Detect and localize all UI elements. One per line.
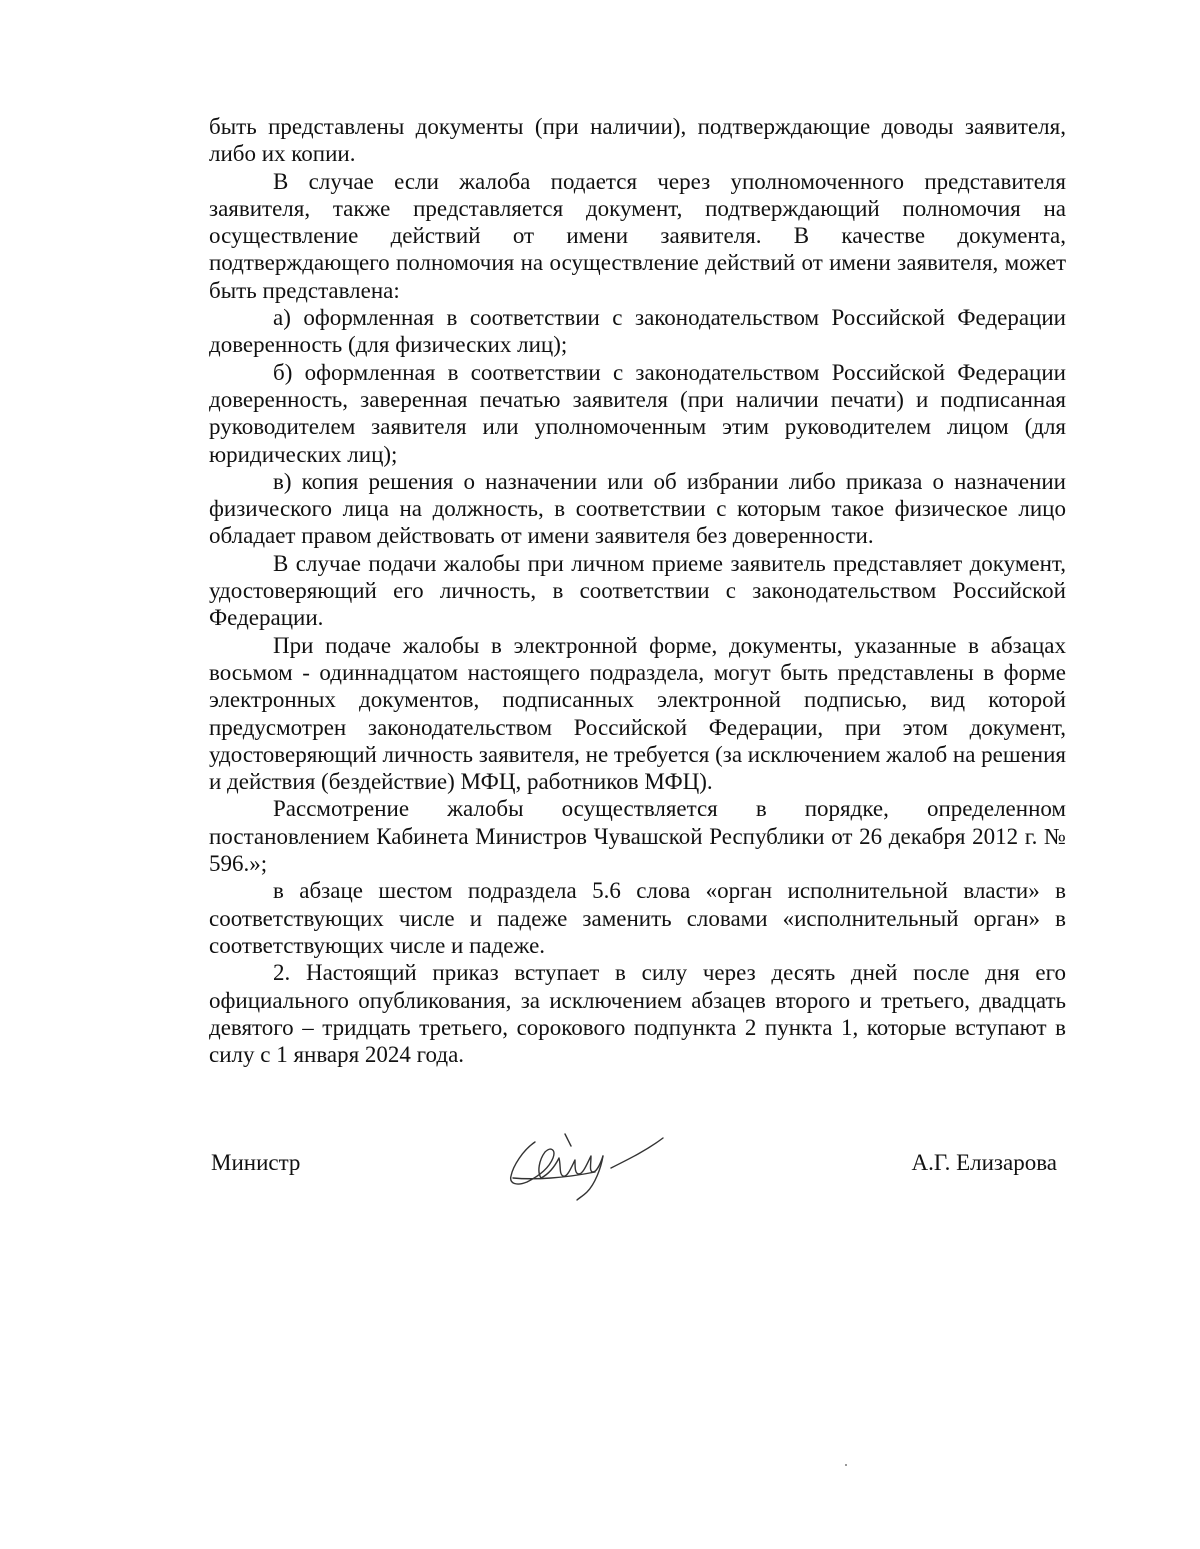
document-body [209,113,1066,1068]
scan-speck [845,1464,847,1466]
handwritten-signature [505,1128,670,1208]
paragraph-6: В случае подачи жалобы при личном приеме заявитель представляет документ, удостоверяющий его личность, в соответствии с законодательством Российской Федерации. [209,550,1066,631]
paragraph-9: в абзаце шестом подраздела 5.6 слова «орган исполнительной власти» в соответствующих числе и падеже заменить словами «исполнительный орган» в соответствующих числе и падеже. [209,878,1066,958]
paragraph-5: в) копия решения о назначении или об избрании либо приказа о назначении физического лица на должность, в соответствии с которым такое физическое лицо обладает правом действовать от имени заявителя без доверенности. [209,468,1066,549]
paragraph-7: При подаче жалобы в электронной форме, документы, указанные в абзацах восьмом - одиннадцатом настоящего подраздела, могут быть представлены в форме электронных документов, подписанных электронной подписью, вид которой предусмотрен законодательством Российской Федерации, при этом документ, удостоверяющий личность заявителя, не требуется (за исключением жалоб на решения и действия (бездействие) МФЦ, работников МФЦ). [209,632,1066,795]
paragraph-10: 2. Настоящий приказ вступает в силу через десять дней после дня его официального опубликования, за исключением абзацев второго и третьего, двадцать девятого – тридцать третьего, сорокового подпункта 2 пункта 1, которые вступают в силу с 1 января 2024 года. [209,960,1066,1068]
signatory-role: Министр [211,1150,301,1175]
paragraph-3: а) оформленная в соответствии с законодательством Российской Федерации доверенность (для физических лиц); [209,305,1066,358]
paragraph-8: Рассмотрение жалобы осуществляется в порядке, определенном постановлением Кабинета Министров Чувашской Республики от 26 декабря 2012 г. № 596.»; [209,796,1066,877]
paragraph-4: б) оформленная в соответствии с законодательством Российской Федерации доверенность, заверенная печатью заявителя (при наличии печати) и подписанная руководителем заявителя или уполномоченным этим руководителем лицом (для юридических лиц); [209,359,1066,467]
paragraph-1: быть представлены документы (при наличии), подтверждающие доводы заявителя, либо их копии. [209,114,1066,167]
signatory-name: А.Г. Елизарова [911,1150,1057,1175]
paragraph-2: В случае если жалоба подается через уполномоченного представителя заявителя, также представляется документ, подтверждающий полномочия на осуществление действий от имени заявителя. В качестве документа, подтверждающего полномочия на осуществление действий от имени заявителя, может быть представлена: [209,168,1066,303]
